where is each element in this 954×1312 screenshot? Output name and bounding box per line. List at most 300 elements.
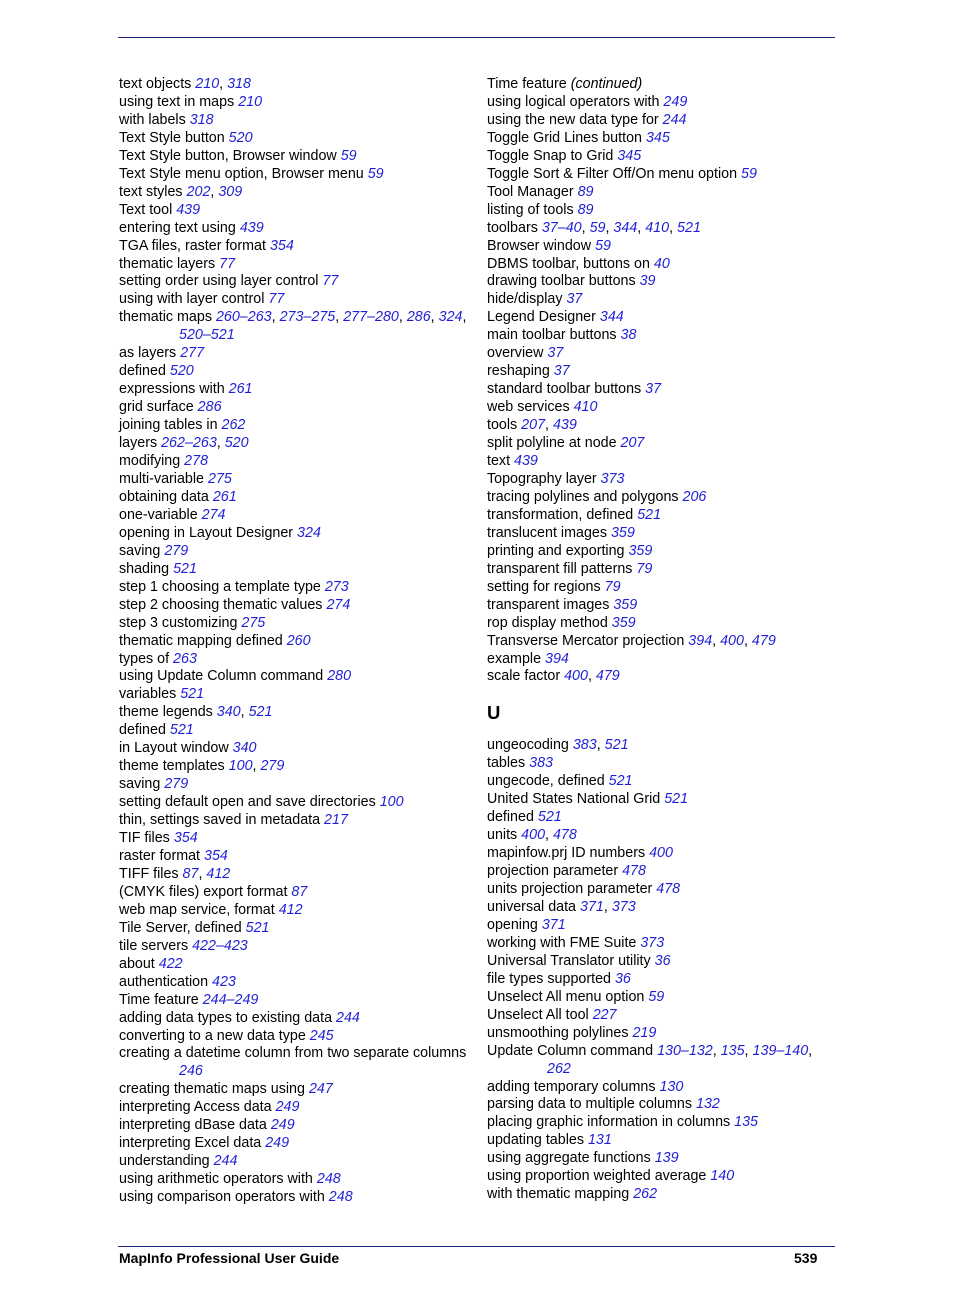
page-link[interactable]: 219 [632, 1024, 657, 1041]
index-entry [487, 1114, 837, 1132]
page-link[interactable]: 36 [614, 970, 631, 987]
page-link[interactable]: 478 [552, 827, 577, 844]
index-term: web services [487, 399, 574, 416]
page-number: 539 [794, 1250, 818, 1266]
page-link[interactable]: 59 [367, 165, 384, 182]
index-term: hide/display [487, 291, 567, 308]
page-link[interactable]: 207 [620, 435, 645, 452]
page-link[interactable]: 279 [164, 542, 189, 559]
page-link[interactable]: 521 [664, 791, 689, 808]
index-term: layers [119, 435, 162, 452]
index-term: parsing data to multiple columns [487, 1096, 697, 1113]
page-link[interactable]: 130 [659, 1078, 684, 1095]
index-term: saving [119, 776, 165, 793]
page-link[interactable]: 373 [640, 934, 665, 951]
page-link[interactable]: 400 [649, 845, 673, 862]
page-link[interactable]: 37 [645, 381, 662, 398]
index-term: Unselect All tool [487, 1006, 593, 1023]
page-link[interactable]: 217 [324, 812, 348, 829]
index-entry [487, 1079, 837, 1097]
index-entry [487, 94, 837, 112]
index-column-right [487, 76, 837, 1204]
page-link[interactable]: 371 [580, 898, 604, 915]
index-entry [487, 525, 837, 543]
page-link[interactable]: 439 [514, 453, 538, 470]
index-term: step 1 choosing a template type [119, 578, 325, 595]
page-link[interactable]: 139–140 [752, 1042, 809, 1059]
page-link[interactable]: 354 [173, 830, 198, 847]
page-link[interactable]: 277 [180, 345, 205, 362]
index-entry [119, 812, 479, 830]
page-link[interactable]: 279 [260, 758, 285, 775]
page-link[interactable]: 59 [595, 237, 611, 254]
page-link[interactable]: 100 [379, 794, 404, 811]
page-link[interactable]: 359 [613, 596, 638, 613]
index-entry [487, 935, 837, 953]
index-entry [487, 291, 837, 309]
index-term: Time feature [487, 76, 571, 92]
index-term: DBMS toolbar, buttons on [487, 255, 654, 272]
index-entry: Update Column command 130–132, 135, 139–140, 262 [487, 1042, 813, 1077]
index-term: using with layer control [119, 291, 269, 308]
index-term: types of [119, 650, 174, 667]
index-entry [119, 740, 479, 758]
page-link[interactable]: 135 [734, 1114, 759, 1131]
index-entry [487, 791, 837, 809]
page-link[interactable]: 140 [710, 1168, 735, 1185]
index-term: raster format [119, 847, 205, 864]
page-link[interactable]: 318 [227, 76, 251, 92]
page-link[interactable]: 521 [180, 686, 205, 703]
page-link[interactable]: 227 [592, 1006, 617, 1023]
index-term: using comparison operators with [119, 1189, 329, 1206]
page-link[interactable]: 309 [218, 183, 243, 200]
index-entry [487, 809, 837, 827]
page-link[interactable]: 439 [176, 201, 201, 218]
page-link[interactable]: 261 [228, 381, 253, 398]
index-term: shading [119, 560, 174, 577]
index-entry [487, 1132, 837, 1150]
index-term: TGA files, raster format [119, 237, 270, 254]
page-link[interactable]: 210 [195, 76, 220, 92]
page-link[interactable]: 77 [219, 255, 236, 272]
page-link[interactable]: 275 [241, 614, 266, 631]
page-link[interactable]: 344 [599, 309, 624, 326]
page-link[interactable]: 245 [309, 1027, 334, 1044]
page-link[interactable]: 202 [186, 183, 211, 200]
index-entry [487, 989, 837, 1007]
page-link[interactable]: 521 [677, 219, 701, 236]
page-link[interactable]: 373 [600, 470, 625, 487]
page-link[interactable]: 521 [637, 506, 662, 523]
index-entry: theme templates 100, 279 [119, 758, 285, 775]
index-term: Time feature [119, 991, 203, 1008]
index-entry [119, 1117, 479, 1135]
index-term: opening in Layout Designer [119, 524, 298, 541]
index-term: as layers [119, 345, 181, 362]
page-link[interactable]: 286 [197, 399, 222, 416]
page-link[interactable]: 359 [611, 614, 636, 631]
index-entry [119, 974, 479, 992]
index-entry [119, 1081, 479, 1099]
page-link[interactable]: 423 [212, 973, 236, 990]
index-entry [119, 992, 479, 1010]
page-link[interactable]: 263 [173, 650, 197, 667]
index-entry [487, 561, 837, 579]
index-entry [119, 686, 479, 704]
index-term: updating tables [487, 1132, 588, 1149]
index-entry [487, 112, 837, 130]
page-link[interactable]: 324 [297, 524, 321, 541]
page-link[interactable]: 262 [221, 417, 246, 434]
page-link[interactable]: 244 [213, 1153, 238, 1170]
page-link[interactable]: 59 [648, 988, 665, 1005]
page-link[interactable]: 262–263 [161, 435, 217, 452]
page-link[interactable]: 318 [189, 111, 214, 128]
page-link[interactable]: 439 [239, 219, 264, 236]
index-term: theme legends [119, 704, 217, 721]
page-link[interactable]: 36 [654, 952, 671, 969]
page-link[interactable]: 248 [328, 1189, 353, 1206]
page-link[interactable]: 79 [604, 578, 621, 595]
page-link[interactable]: 344 [613, 219, 638, 236]
index-entry [487, 881, 837, 899]
page-link[interactable]: 87 [182, 865, 199, 882]
page-link[interactable]: 394 [545, 650, 569, 667]
page-link[interactable]: 273 [324, 578, 349, 595]
index-entry [487, 273, 837, 291]
index-entry [119, 291, 479, 309]
index-term: split polyline at node [487, 435, 621, 452]
page-link[interactable]: 345 [617, 147, 642, 164]
page-link[interactable]: 262 [633, 1186, 658, 1203]
index-entry [119, 238, 479, 256]
index-term: theme templates [119, 758, 229, 775]
index-term: text objects [119, 76, 196, 92]
page-link[interactable]: 521 [245, 919, 270, 936]
index-entry [119, 579, 479, 597]
index-term: entering text using [119, 219, 240, 236]
page-link[interactable]: 249 [663, 93, 688, 110]
page-link[interactable]: 479 [595, 668, 620, 685]
index-term: Text Style menu option, Browser menu [119, 165, 368, 182]
page-link[interactable]: 131 [587, 1132, 612, 1149]
index-term: setting order using layer control [119, 273, 323, 290]
page-link[interactable]: 354 [269, 237, 294, 254]
index-entry [119, 417, 479, 435]
index-term: overview [487, 345, 548, 362]
index-entry [487, 755, 837, 773]
index-entry [487, 238, 837, 256]
page-link[interactable]: 340 [232, 740, 257, 757]
page-link[interactable]: 39 [639, 273, 656, 290]
page-link[interactable]: 400 [564, 668, 588, 685]
page-link[interactable]: 340 [216, 704, 241, 721]
index-term: multi-variable [119, 470, 208, 487]
index-term: placing graphic information in columns [487, 1114, 735, 1131]
index-term: defined [119, 722, 170, 739]
page-link[interactable]: 132 [696, 1096, 720, 1113]
index-term: drawing toolbar buttons [487, 273, 640, 290]
page-link[interactable]: 248 [316, 1171, 341, 1188]
page-link[interactable]: 521 [537, 809, 562, 826]
page-link[interactable]: 279 [164, 776, 189, 793]
page-link[interactable]: 261 [212, 488, 237, 505]
index-term: setting for regions [487, 578, 605, 595]
index-entry [487, 130, 837, 148]
page-link[interactable]: 210 [238, 93, 263, 110]
index-entry [119, 399, 479, 417]
index-entry [119, 668, 479, 686]
index-term: Tile Server, defined [119, 919, 246, 936]
index-entry [119, 848, 479, 866]
page-link[interactable]: 410 [573, 399, 598, 416]
index-entry [487, 1096, 837, 1114]
index-entry [487, 363, 837, 381]
index-term: Toggle Grid Lines button [487, 129, 646, 146]
page-link[interactable]: 139 [654, 1150, 679, 1167]
index-term: Update Column command [487, 1042, 658, 1059]
page-link[interactable]: 422–423 [192, 937, 248, 954]
index-entry [487, 651, 837, 669]
page-link[interactable]: 412 [278, 901, 303, 918]
page-link[interactable]: 520–521 [179, 327, 235, 344]
index-entry [119, 651, 479, 669]
page-link[interactable]: 59 [589, 219, 606, 236]
page-link[interactable]: 249 [275, 1099, 300, 1116]
page-link[interactable]: 400 [521, 827, 546, 844]
index-term: United States National Grid [487, 791, 665, 808]
index-term: tables [487, 755, 530, 772]
page-link[interactable]: 37 [566, 291, 583, 308]
page-link[interactable]: 521 [169, 722, 194, 739]
page-link[interactable]: 345 [645, 129, 670, 146]
index-entry [119, 130, 479, 148]
page-link[interactable]: 410 [645, 219, 670, 236]
page-link[interactable]: 206 [682, 488, 707, 505]
index-term: transformation, defined [487, 506, 638, 523]
page-link[interactable]: 37 [553, 363, 570, 380]
page-link[interactable]: 521 [173, 560, 197, 577]
page-link[interactable]: 244 [336, 1009, 360, 1026]
index-term: text styles [119, 183, 187, 200]
index-entry: text styles 202, 309 [119, 183, 243, 200]
page-link[interactable]: 130–132 [657, 1042, 713, 1059]
page-link[interactable]: 274 [326, 596, 351, 613]
page-link[interactable]: 89 [577, 183, 594, 200]
index-entry [119, 256, 479, 274]
index-entry [487, 917, 837, 935]
index-term: with thematic mapping [487, 1186, 634, 1203]
page-link[interactable]: 249 [265, 1135, 290, 1152]
index-term: setting default open and save directories [119, 794, 380, 811]
page-link[interactable]: 207 [521, 417, 546, 434]
index-term: transparent fill patterns [487, 560, 637, 577]
page-link[interactable]: 521 [248, 704, 273, 721]
page-link[interactable]: 412 [206, 865, 231, 882]
page-link[interactable]: 422 [158, 955, 183, 972]
page-link[interactable]: 38 [620, 327, 637, 344]
page-link[interactable]: 280 [327, 668, 352, 685]
index-entry [119, 920, 479, 938]
index-term: Browser window [487, 237, 596, 254]
page-link[interactable]: 37 [547, 345, 564, 362]
index-term: projection parameter [487, 863, 623, 880]
index-term: in Layout window [119, 740, 233, 757]
index-term: with labels [119, 111, 190, 128]
index-term: Topography layer [487, 470, 601, 487]
index-term: converting to a new data type [119, 1027, 310, 1044]
continued-note: (continued) [570, 76, 643, 92]
index-entry [487, 471, 837, 489]
index-column-left [119, 76, 479, 1207]
page-link[interactable]: 246 [179, 1063, 203, 1080]
page-link[interactable]: 324 [438, 309, 463, 326]
index-entry [487, 435, 837, 453]
index-term: Universal Translator utility [487, 952, 655, 969]
index-entry [487, 184, 837, 202]
index-group-t-continued [487, 76, 837, 686]
page-link[interactable]: 354 [204, 847, 228, 864]
index-term: listing of tools [487, 201, 578, 218]
page-link[interactable]: 89 [577, 201, 594, 218]
page-link[interactable]: 244 [662, 111, 687, 128]
page-link[interactable]: 37–40 [541, 219, 582, 236]
index-entry [119, 363, 479, 381]
page-link[interactable]: 249 [270, 1117, 295, 1134]
index-entry [119, 794, 479, 812]
page-link[interactable]: 260–263 [215, 309, 272, 326]
index-term: universal data [487, 898, 580, 915]
page-link[interactable]: 521 [604, 737, 629, 754]
page-link[interactable]: 40 [653, 255, 670, 272]
page-link[interactable]: 260 [286, 632, 311, 649]
page-link[interactable]: 521 [608, 773, 633, 790]
page-link[interactable]: 77 [268, 291, 285, 308]
page-link[interactable]: 262 [547, 1060, 571, 1077]
index-term: Text Style button, Browser window [119, 147, 341, 164]
index-entry [487, 845, 837, 863]
index-term: interpreting Excel data [119, 1135, 266, 1152]
index-term: Transverse Mercator projection [487, 632, 689, 649]
index-entry [487, 309, 837, 327]
index-term: thin, settings saved in metadata [119, 812, 325, 829]
index-entry [119, 597, 479, 615]
page-link[interactable]: 87 [291, 883, 308, 900]
index-entry [119, 543, 479, 561]
page-link[interactable]: 59 [340, 147, 357, 164]
index-entry [487, 1186, 837, 1204]
index-term: defined [487, 809, 538, 826]
index-entry [487, 1168, 837, 1186]
index-entry: scale factor 400, 479 [487, 668, 620, 685]
page-link[interactable]: 383 [572, 737, 597, 754]
page-link[interactable]: 359 [610, 524, 635, 541]
index-entry [119, 1045, 479, 1081]
page-link[interactable]: 273–275 [279, 309, 336, 326]
index-entry [119, 1135, 479, 1153]
page-link[interactable]: 247 [308, 1081, 333, 1098]
index-term: interpreting dBase data [119, 1117, 271, 1134]
index-entry [119, 112, 479, 130]
index-entry [119, 148, 479, 166]
page-link[interactable]: 59 [741, 165, 757, 182]
index-entry [487, 166, 837, 184]
index-entry [119, 166, 479, 184]
page-link[interactable]: 244–249 [202, 991, 259, 1008]
page-link[interactable]: 135 [720, 1042, 745, 1059]
page-link[interactable]: 100 [228, 758, 253, 775]
page-link[interactable]: 277–280 [343, 309, 399, 326]
index-entry [119, 956, 479, 974]
page-link[interactable]: 286 [406, 309, 431, 326]
page-link[interactable]: 394 [688, 632, 713, 649]
index-term: Text tool [119, 201, 177, 218]
index-group-u [487, 737, 837, 1204]
index-term: thematic layers [119, 255, 220, 272]
index-term: defined [119, 363, 170, 380]
index-entry [119, 489, 479, 507]
index-term: Toggle Snap to Grid [487, 147, 618, 164]
page-link[interactable]: 79 [636, 560, 653, 577]
index-term: joining tables in [119, 417, 222, 434]
page-link[interactable]: 274 [201, 506, 226, 523]
page-link[interactable]: 520 [169, 363, 194, 380]
index-term: (CMYK files) export format [119, 883, 292, 900]
index-term: web map service, format [119, 901, 279, 918]
index-term: working with FME Suite [487, 934, 641, 951]
index-term: units projection parameter [487, 881, 657, 898]
page-link[interactable]: 478 [622, 863, 646, 880]
page-link[interactable]: 77 [322, 273, 339, 290]
index-term: printing and exporting [487, 542, 629, 559]
index-entry [119, 471, 479, 489]
page-link[interactable]: 520 [224, 435, 249, 452]
page-link[interactable]: 371 [541, 916, 566, 933]
page-link[interactable]: 278 [184, 453, 209, 470]
index-term: reshaping [487, 363, 554, 380]
index-entry [487, 953, 837, 971]
index-entry [119, 1189, 479, 1207]
index-term: using the new data type for [487, 111, 663, 128]
page-link[interactable]: 400 [720, 632, 744, 649]
index-entry [119, 902, 479, 920]
page-link[interactable]: 275 [208, 470, 232, 487]
page-link[interactable]: 359 [628, 542, 653, 559]
index-entry [487, 76, 837, 94]
page-link[interactable]: 439 [552, 417, 577, 434]
index-entry [487, 345, 837, 363]
page-link[interactable]: 383 [529, 755, 553, 772]
index-term: interpreting Access data [119, 1099, 276, 1116]
page-link[interactable]: 520 [228, 129, 253, 146]
index-entry: thematic maps 260–263, 273–275, 277–280, 286, 324, 520–521 [119, 309, 467, 344]
index-term: TIFF files [119, 865, 183, 882]
index-term: obtaining data [119, 488, 213, 505]
index-entry [119, 381, 479, 399]
index-term: text [487, 453, 515, 470]
index-term: Legend Designer [487, 309, 600, 326]
page-link[interactable]: 479 [751, 632, 776, 649]
index-term: about [119, 955, 159, 972]
page-link[interactable]: 373 [611, 898, 636, 915]
index-term: thematic maps [119, 309, 216, 326]
index-entry: Transverse Mercator projection 394, 400, 479 [487, 632, 776, 649]
index-entry [119, 1028, 479, 1046]
page-link[interactable]: 478 [656, 881, 681, 898]
index-entry [119, 561, 479, 579]
index-term: Unselect All menu option [487, 988, 649, 1005]
